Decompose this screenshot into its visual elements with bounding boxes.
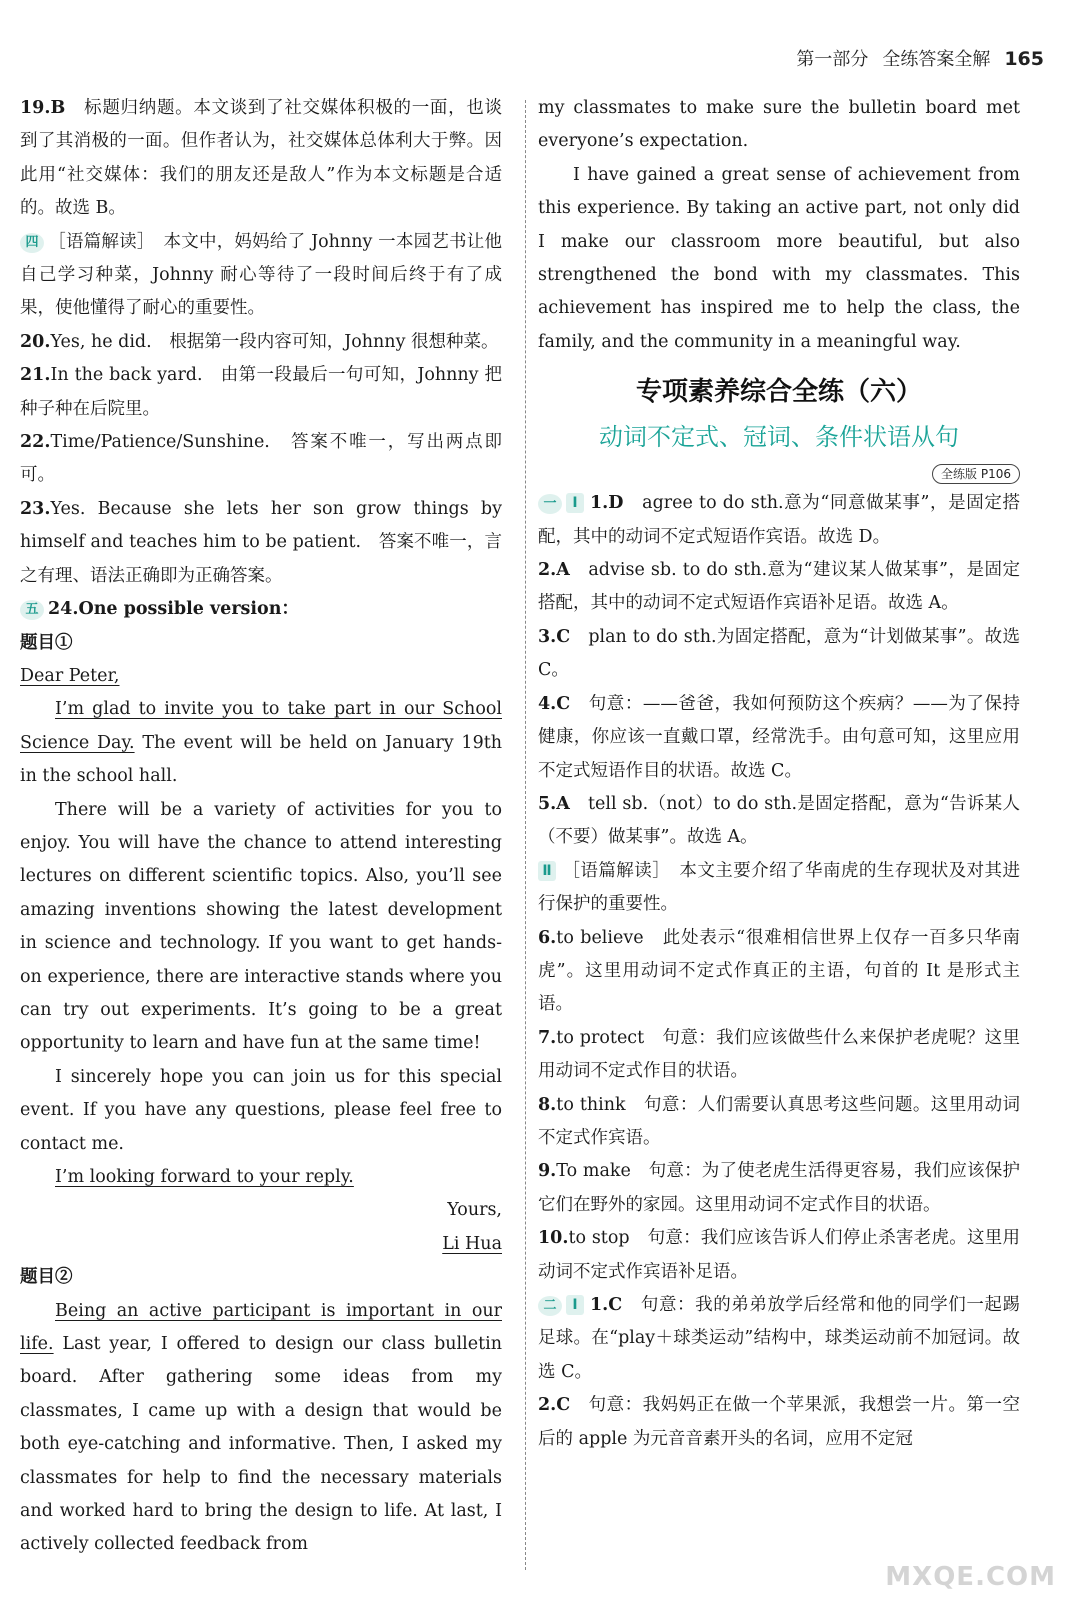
part1-answer-7: 7.to protect 句意：我们应该做些什么来保护老虎呢？这里用动词不定式作目的状语。	[538, 1027, 1020, 1082]
letter-paragraph-3: I sincerely hope you can join us for this special event. If you have any questions, please feel free to contact me.	[20, 1066, 502, 1154]
answer-21: 21.In the back yard. 由第一段最后一句可知，Johnny 把种子种在后院里。	[20, 365, 502, 419]
watermark-logo: MXQE.COM	[885, 1561, 1056, 1592]
part1-answer-3: 3.C plan to do sth.为固定搭配，意为“计划做某事”。故选 C。	[538, 626, 1020, 681]
part1-answer-4: 4.C 句意：——爸爸，我如何预防这个疾病？——为了保持健康，你应该一直戴口罩，经常洗手。由句意可知，这里应用不定式短语作目的状语。故选 C。	[538, 693, 1020, 781]
part1-answer-6: 6.to believe 此处表示“很难相信世界上仅存一百多只华南虎”。这里用动词不定式作真正的主语，句首的 It 是形式主语。	[538, 927, 1020, 1015]
subpart-one-icon: Ⅰ	[566, 493, 584, 513]
essay-continuation: my classmates to make sure the bulletin board met everyone’s expectation.	[538, 98, 1020, 152]
header-section: 第一部分	[796, 49, 869, 70]
part1-answer-10: 10.to stop 句意：我们应该告诉人们停止杀害老虎。这里用动词不定式作宾语补足语。	[538, 1228, 1020, 1282]
letter-greeting: Dear Peter,	[20, 665, 120, 686]
page-number: 165	[1004, 48, 1044, 70]
header-title: 全练答案全解	[882, 49, 991, 70]
essay-paragraph-1: Being an active participant is important in our life. Last year, I offered to design our class bulletin board. After gathering some ideas from my classmates, I came up with a design that would be both eye-catching and informative. Then, I asked my classmates for help to find the necessary materials and worked hard to bring the design to life. At last, I actively collected feedback from	[20, 1300, 502, 1555]
part-one-icon: 一	[538, 494, 562, 514]
left-column	[20, 92, 502, 1562]
subpart-two-icon: Ⅱ	[538, 861, 556, 881]
section-5-heading: 五 24.One possible version：	[20, 593, 502, 626]
topic-1-label: 题目①	[20, 632, 73, 653]
answer-19: 19.B 标题归纳题。本文谈到了社交媒体积极的一面，也谈到了其消极的一面。但作者认为，社交媒体总体利大于弊。因此用“社交媒体：我们的朋友还是敌人”作为本文标题是合适的。故选 B。	[20, 98, 503, 219]
page-reference-row	[538, 459, 1020, 487]
letter-paragraph-4: I’m looking forward to your reply.	[55, 1167, 354, 1187]
letter-paragraph-2: There will be a variety of activities for you to enjoy. You will have the chance to attend interesting lectures on different scientific topics. Also, you’ll see amazing inventions showing the latest development in science and technology. If you want to get hands-on experience, there are interactive stands where you can try out experiments. It’s going to be a great opportunity to learn and have fun at the same time!	[20, 799, 502, 1054]
part-two-icon: 二	[538, 1296, 562, 1316]
practice-title: 专项素养综合全练（六）	[635, 377, 922, 408]
page-reference-badge: 全练版 P106	[932, 464, 1020, 484]
essay-paragraph-2: I have gained a great sense of achievement from this experience. By taking an active part, not only did I make our classroom more beautiful, but also strengthened the bond with my classmates. This achievement has inspired me to help the class, the family, and the community in a meaningful way.	[538, 164, 1020, 352]
part2-answer-1: 二 Ⅰ 1.C 句意：我的弟弟放学后经常和他的同学们一起踢足球。在“play＋球类运动”结构中，球类运动前不加冠词。故选 C。	[538, 1295, 1020, 1382]
part1-answer-2: 2.A advise sb. to do sth.意为“建议某人做某事”，是固定搭配，其中的动词不定式短语作宾语补足语。故选 A。	[538, 560, 1020, 614]
part1-answer-8: 8.to think 句意：人们需要认真思考这些问题。这里用动词不定式作宾语。	[538, 1094, 1020, 1148]
right-column	[538, 92, 1020, 1456]
answer-22: 22.Time/Patience/Sunshine. 答案不唯一，写出两点即可。	[20, 432, 502, 486]
letter-signature: Li Hua	[442, 1233, 502, 1254]
part2-answer-2: 2.C 句意：我妈妈正在做一个苹果派，我想尝一片。第一空后的 apple 为元音音素开头的名词，应用不定冠	[538, 1395, 1020, 1449]
answer-23: 23.Yes. Because she lets her son grow things by himself and teaches him to be patient. 答案不唯一，言之有理、语法正确即为正确答案。	[20, 498, 502, 586]
letter-closing: Yours,	[447, 1200, 502, 1221]
section-4-reading: 四 ［语篇解读］ 本文中，妈妈给了 Johnny 一本园艺书让他自己学习种菜，Johnny 耐心等待了一段时间后终于有了成果，使他懂得了耐心的重要性。	[20, 231, 502, 319]
part1-answer-1: 一 Ⅰ 1.D agree to do sth.意为“同意做某事”，是固定搭配，其中的动词不定式短语作宾语。故选 D。	[538, 493, 1020, 547]
part-two-subpart-icon: Ⅰ	[566, 1295, 584, 1315]
practice-subtitle: 动词不定式、冠词、条件状语从句	[599, 423, 959, 452]
topic-2-label: 题目②	[20, 1267, 73, 1288]
column-divider	[525, 100, 526, 1570]
section-five-icon: 五	[20, 600, 44, 620]
answer-20: 20.Yes, he did. 根据第一段内容可知，Johnny 很想种菜。	[20, 331, 499, 352]
letter-paragraph-1: I’m glad to invite you to take part in our School Science Day. The event will be held on January 19th in the school hall.	[20, 699, 503, 787]
part1-answer-5: 5.A tell sb.（not）to do sth.是固定搭配，意为“告诉某人（不要）做某事”。故选 A。	[538, 793, 1020, 848]
page-header	[796, 44, 1044, 74]
subpart-2-reading: Ⅱ ［语篇解读］ 本文主要介绍了华南虎的生存现状及对其进行保护的重要性。	[538, 860, 1020, 915]
part1-answer-9: 9.To make 句意：为了使老虎生活得更容易，我们应该保护它们在野外的家园。这里用动词不定式作目的状语。	[538, 1161, 1020, 1215]
section-four-icon: 四	[20, 233, 44, 253]
